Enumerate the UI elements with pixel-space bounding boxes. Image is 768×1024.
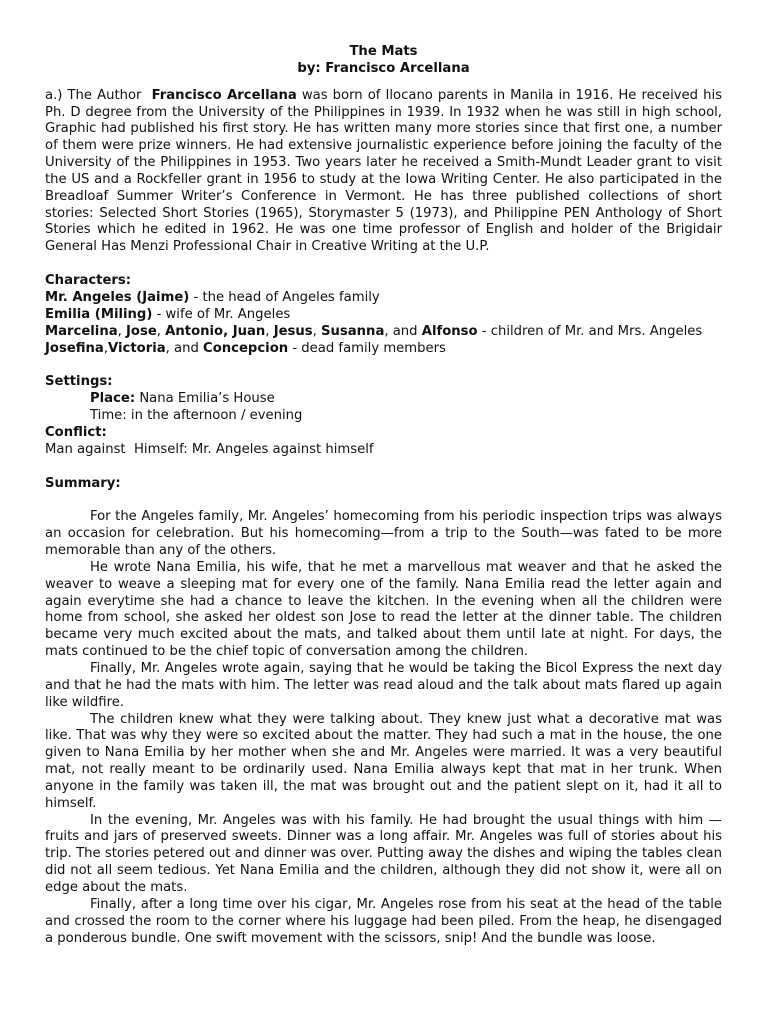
summary-paragraph: For the Angeles family, Mr. Angeles’ homecoming from his periodic inspection trips was always an occasion for celebration. But his homecoming—from a trip to the South—was fated to be more memorable than any of the others. [45, 509, 722, 559]
author-text: was born of Ilocano parents in Manila in 1916. He received his Ph. D degree from the University of the Philippines in 1939. In 1932 when he was still in high school, Graphic had published his first story. He has written many more stories since that first one, a number of them were prize winners. He had extensive journalistic experience before joining the faculty of the University of the Philippines in 1953. Two years later he received a Smith-Mundt Leader grant to visit the US and a Rockfeller grant in 1956 to study at the Iowa Writing Center. He also participated in the Breadloaf Summer Writer’s Conference in Vermont. He has three published collections of short stories: Selected Short Stories (1965), Storymaster 5 (1973), and Philippine PEN Anthology of Short Stories which he edited in 1962. He was one time professor of English and holder of the Brigidair General Has Menzi Professional Chair in Creative Writing at the U.P. [45, 87, 722, 255]
settings-place [45, 391, 722, 408]
document-title: The Mats [349, 44, 418, 59]
author-name: Francisco Arcellana [151, 87, 297, 103]
separator: , and [384, 323, 422, 339]
characters-heading: Characters: [45, 273, 132, 289]
separator: , [117, 323, 127, 339]
character-name: Concepcion [203, 340, 289, 356]
settings-heading: Settings: [45, 374, 113, 390]
character-line-3 [45, 324, 722, 341]
character-line-2 [45, 307, 722, 324]
summary-heading: Summary: [45, 475, 121, 491]
character-name: Antonio, Juan [165, 323, 266, 339]
document-byline: by: Francisco Arcellana [297, 60, 470, 76]
character-name: Marcelina [45, 323, 118, 339]
separator: , [265, 323, 274, 339]
character-name: Alfonso [421, 323, 478, 339]
character-name: Jose [126, 323, 157, 339]
author-paragraph [45, 88, 722, 256]
place-label: Place: [90, 391, 136, 407]
character-name: Mr. Angeles (Jaime) [45, 289, 190, 305]
character-name: Josefina [45, 340, 104, 356]
character-name: Susanna [321, 323, 385, 339]
separator: , [156, 323, 166, 339]
conflict-text: Man against Himself: Mr. Angeles against himself [45, 441, 374, 457]
summary-paragraph: The children knew what they were talking about. They knew just what a decorative mat was like. That was why they were so excited about the matter. They had such a mat in the house, the one given to Nana Emilia by her mother when she and Mr. Angeles were married. It was a very beautiful mat, not really meant to be ordinarily used. Nana Emilia always kept that mat in her trunk. When anyone in the family was taken ill, the mat was brought out and the patient slept on it, had it all to himself. [45, 711, 722, 811]
character-desc: - children of Mr. and Mrs. Angeles [477, 323, 703, 339]
summary-paragraph: He wrote Nana Emilia, his wife, that he met a marvellous mat weaver and that he asked the weaver to weave a sleeping mat for every one of the family. Nana Emilia read the letter again and again everytime she had a chance to leave the kitchen. In the evening when all the children were home from school, she asked her oldest son Jose to read the letter at the dinner table. The children became very much excited about the mats, and talked about them until late at night. For days, the mats continued to be the chief topic of conversation among the children. [45, 559, 722, 660]
place-value: Nana Emilia’s House [135, 391, 275, 407]
author-prefix: a.) The Author [45, 87, 152, 103]
summary-paragraph: Finally, Mr. Angeles wrote again, saying that he would be taking the Bicol Express the next day and that he had the mats with him. The letter was read aloud and the talk about mats flared up again like wildfire. [45, 661, 722, 710]
character-line-1 [45, 290, 722, 307]
separator: , and [165, 340, 204, 356]
separator: , [103, 340, 109, 356]
separator: , [312, 323, 322, 339]
character-desc: - the head of Angeles family [189, 289, 380, 305]
character-name: Jesus [273, 323, 313, 339]
summary-paragraph: In the evening, Mr. Angeles was with his family. He had brought the usual things with him —fruits and jars of preserved sweets. Dinner was a long affair. Mr. Angeles was full of stories about his trip. The stories petered out and dinner was over. Putting away the dishes and wiping the tables clean did not all seem tedious. Yet Nana Emilia and the children, although they did not show it, were all on edge about the mats. [45, 812, 722, 895]
character-desc: - wife of Mr. Angeles [152, 306, 291, 322]
character-name: Victoria [108, 340, 166, 356]
conflict-heading: Conflict: [45, 424, 107, 440]
character-name: Emilia (Miling) [45, 306, 153, 322]
character-desc: - dead family members [288, 340, 446, 356]
summary-paragraph: Finally, after a long time over his cigar, Mr. Angeles rose from his seat at the head of the table and crossed the room to the corner where his luggage had been piled. From the heap, he disengaged a ponderous bundle. One swift movement with the scissors, snip! And the bundle was loose. [45, 896, 722, 946]
settings-time: Time: in the afternoon / evening [90, 408, 303, 424]
character-line-4 [45, 341, 722, 358]
